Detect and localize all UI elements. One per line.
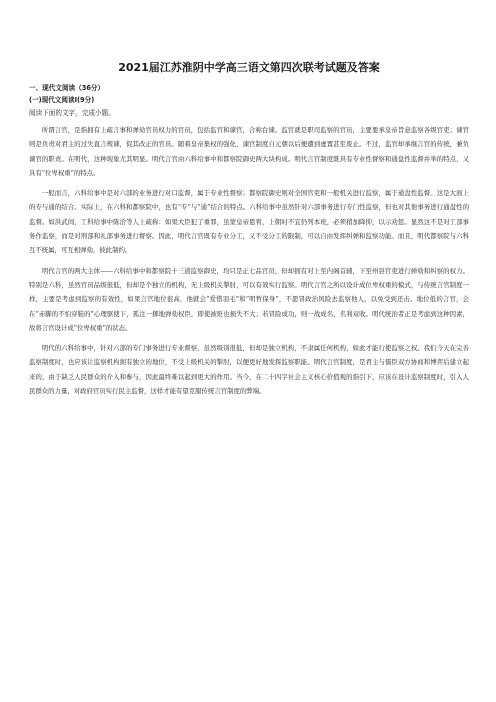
document-title: 2021届江苏淮阴中学高三语文第四次联考试题及答案 [118, 61, 380, 74]
subsection-heading: (一)现代文阅读Ⅰ(9分) [29, 96, 95, 104]
document-page [29, 60, 469, 404]
section-heading: 一、现代文阅读（36分） [29, 84, 105, 92]
reading-instruction: 阅读下面的文字，完成小题。 [29, 109, 115, 117]
paragraph-4: 明代的六科给事中，针对六部的专门事务进行专业督察，虽然级别很低，但却是独立机构，不隶属任何机构，如此才能行使监察之权。我们今天在完善监察制度时，也应该让监察机构拥有独立的地位，不受上级机关的掣肘，以便更好地发挥监察职能。明代言官制度，是君主与儒臣双方协商和博弈后建立起来的，由于缺乏人民群众的介入和参与，因此最终难以起到更大的作用。当今，在二十四字社会主义核心价值观的指引下，应该在设计监察制度时，引入人民群众的力量，对政府官员实行民主监督，这样才能有望克服传统言官制度的弊端。 [29, 344, 469, 396]
paragraph-2: 一般而言，六科给事中是对六部的业务进行对口监督，属于专业性督察；都察院御史则对全国官吏和一般机关进行监察，属于通盘性监督。这是大面上的专与通的结合。实际上，在六科和都察院中，也有“专”与“通”结合的特点。六科给事中虽然针对六部事务进行专门性监察，但也对其他事务进行通盘性的监督。如洪武间，工科给事中陈洽等人上疏称：如果大臣犯了重罪，虽蒙皇帝恩宥，上朝时不宜仍列本班，必须稍加降抑，以示劝惩。显然这不是对工部事务作监察，而是对刑部和礼部事务进行督察。因此，明代言官既有专业分工，又不受分工的限制，可以自由发挥纠弹和监察功能。而且，明代都察院与六科互不统属，可互相弹劾，彼此制约。 [29, 189, 469, 255]
paragraph-1: 所谓言官，是指拥有上疏言事和弹劾官员权力的官员，包括监官和谏官，合称台谏。监官就是职司监察的官员，主要要承皇帝旨意监察各级官吏；谏官则是负责对君主的过失直言规谏，促其改正的官员。随着皇帝集权的强化，谏官制度自元朝以后便遭到虚置甚至废止。不过，监官却承继言官的传统，兼负谏官的职责。在明代，这种现象尤其明显。明代言官由六科给事中和都察院御史两大块构成。明代言官制度既具有专业性督察和通盘性监督并举的特点，又具有“位卑权重”的特点。 [29, 126, 469, 177]
paragraph-3: 明代言官的两大主体——六科给事中和都察院十三道监察御史，均只是正七品官员，但却拥有对上至内阁首辅，下至州县官吏进行弹劾和纠察的权力。特别是六科，虽然官员品级很低，但却是个独立的机构，无上级机关掣肘，可以有效实行监察。明代言官之所以设计成位卑权重的模式，与传统言官制度一样，主要是考虑到监察的有效性，如果言官地位很高，他就会“爱惜羽毛”和“明哲保身”，不愿冒政治风险去监察他人，以免受到还击。地位低的言官，会在“赤脚的不怕穿鞋的”心理驱使下，孤注一掷地弹劾权臣，即使被贬也损失不大；若冒险成功，则一战成名，名利双收。明代统治者正是考虑到这种因素，故将言官设计成“位卑权重”的状态。 [29, 266, 469, 332]
